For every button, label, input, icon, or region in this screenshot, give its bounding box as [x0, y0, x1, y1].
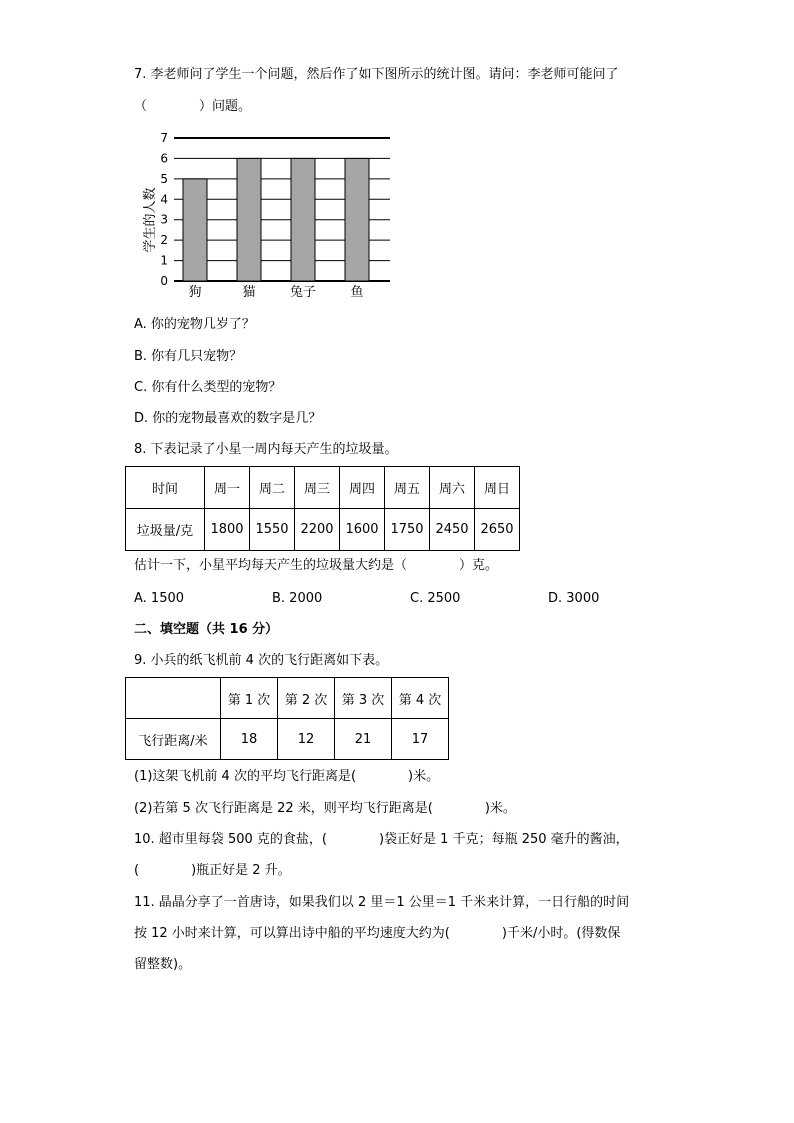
q11-text-line1: 11. 晶晶分享了一首唐诗，如果我们以 2 里＝1 公里＝1 千米来计算，一日行船的时间 — [134, 895, 630, 910]
q9-sub-question-2: (2)若第 5 次飞行距离是 22 米，则平均飞行距离是( )米。 — [134, 801, 516, 816]
q8-option-b: B. 2000 — [272, 591, 323, 606]
x-tick-label: 猫 — [242, 285, 256, 300]
q8-header-cell: 周三 — [295, 467, 340, 509]
q9-table-data-row — [126, 719, 449, 760]
q11-text-line3: 留整数)。 — [134, 957, 192, 972]
q8-data-cell: 2200 — [295, 509, 340, 551]
q8-data-cell: 2650 — [475, 509, 520, 551]
q8-data-cell: 1750 — [385, 509, 430, 551]
q7-option-b: B. 你有几只宠物？ — [134, 349, 243, 364]
y-tick-label: 7 — [160, 131, 168, 145]
y-tick-label: 5 — [160, 171, 168, 186]
q9-data-cell: 12 — [278, 719, 335, 760]
q8-header-cell: 周二 — [250, 467, 295, 509]
q9-table-header-row — [126, 678, 449, 719]
q8-header-cell: 周六 — [430, 467, 475, 509]
bar-2 — [237, 158, 261, 281]
q8-option-d: D. 3000 — [548, 591, 600, 606]
bar-3 — [291, 158, 315, 281]
q8-text-line1: 8. 下表记录了小星一周内每天产生的垃圾量。 — [134, 442, 398, 457]
q8-header-cell: 时间 — [126, 467, 205, 509]
section2-title: 二、填空题（共 16 分） — [134, 622, 279, 637]
q8-table-data-row — [126, 509, 520, 551]
q9-header-cell: 第 2 次 — [278, 678, 335, 719]
q8-data-cell: 1600 — [340, 509, 385, 551]
q10-text-line1: 10. 超市里每袋 500 克的食盐，( )袋正好是 1 千克；每瓶 250 毫升的酱油， — [134, 832, 629, 847]
y-tick-label: 4 — [160, 192, 168, 207]
q9-text-line1: 9. 小兵的纸飞机前 4 次的飞行距离如下表。 — [134, 653, 389, 668]
y-tick-label: 6 — [160, 151, 168, 166]
q8-garbage-table — [125, 466, 520, 551]
q9-sub-question-1: (1)这架飞机前 4 次的平均飞行距离是( )米。 — [134, 769, 440, 784]
q9-header-cell: 第 4 次 — [392, 678, 449, 719]
q11-text-line2: 按 12 小时来计算，可以算出诗中船的平均速度大约为( )千米/小时。(得数保 — [134, 926, 621, 941]
y-tick-label: 2 — [160, 233, 168, 248]
q9-header-cell: 第 1 次 — [221, 678, 278, 719]
bar-1 — [183, 179, 207, 281]
q8-header-cell: 周一 — [205, 467, 250, 509]
q7-text-line2: （ ）问题。 — [134, 99, 252, 114]
q8-header-cell: 周四 — [340, 467, 385, 509]
q8-data-cell: 1800 — [205, 509, 250, 551]
q8-header-cell: 周五 — [385, 467, 430, 509]
q8-text-line2: 估计一下，小星平均每天产生的垃圾量大约是（ ）克。 — [134, 558, 499, 573]
q8-data-cell: 2450 — [430, 509, 475, 551]
q9-data-cell: 飞行距离/米 — [126, 719, 221, 760]
q9-header-cell: 第 3 次 — [335, 678, 392, 719]
chart-y-axis-label: 学生的人数 — [143, 187, 158, 253]
q9-flight-table — [125, 677, 449, 760]
q9-data-cell: 17 — [392, 719, 449, 760]
q8-header-cell: 周日 — [475, 467, 520, 509]
q8-option-c: C. 2500 — [410, 591, 461, 606]
q7-option-d: D. 你的宠物最喜欢的数字是几？ — [134, 411, 322, 426]
q10-text-line2: ( )瓶正好是 2 升。 — [134, 863, 291, 878]
q7-text-line1: 7. 李老师问了学生一个问题，然后作了如下图所示的统计图。请问：李老师可能问了 — [134, 67, 619, 82]
chart-x-tick-labels — [188, 285, 363, 300]
x-tick-label: 狗 — [188, 285, 202, 300]
y-tick-label: 0 — [160, 274, 168, 288]
q7-option-c: C. 你有什么类型的宠物？ — [134, 380, 282, 395]
q8-table-header-row — [126, 467, 520, 509]
bar-4 — [345, 158, 369, 281]
q9-data-cell: 21 — [335, 719, 392, 760]
q8-data-cell: 垃圾量/克 — [126, 509, 205, 551]
q9-header-cell — [126, 678, 221, 719]
q8-option-a: A. 1500 — [134, 591, 185, 606]
y-tick-label: 1 — [160, 253, 168, 268]
x-tick-label: 兔子 — [289, 285, 317, 300]
y-tick-label: 3 — [160, 212, 168, 227]
q7-option-a: A. 你的宠物几岁了？ — [134, 317, 255, 332]
q8-data-cell: 1550 — [250, 509, 295, 551]
q9-data-cell: 18 — [221, 719, 278, 760]
x-tick-label: 鱼 — [350, 285, 364, 300]
chart-y-tick-labels — [160, 131, 168, 288]
bar-chart — [140, 128, 400, 300]
